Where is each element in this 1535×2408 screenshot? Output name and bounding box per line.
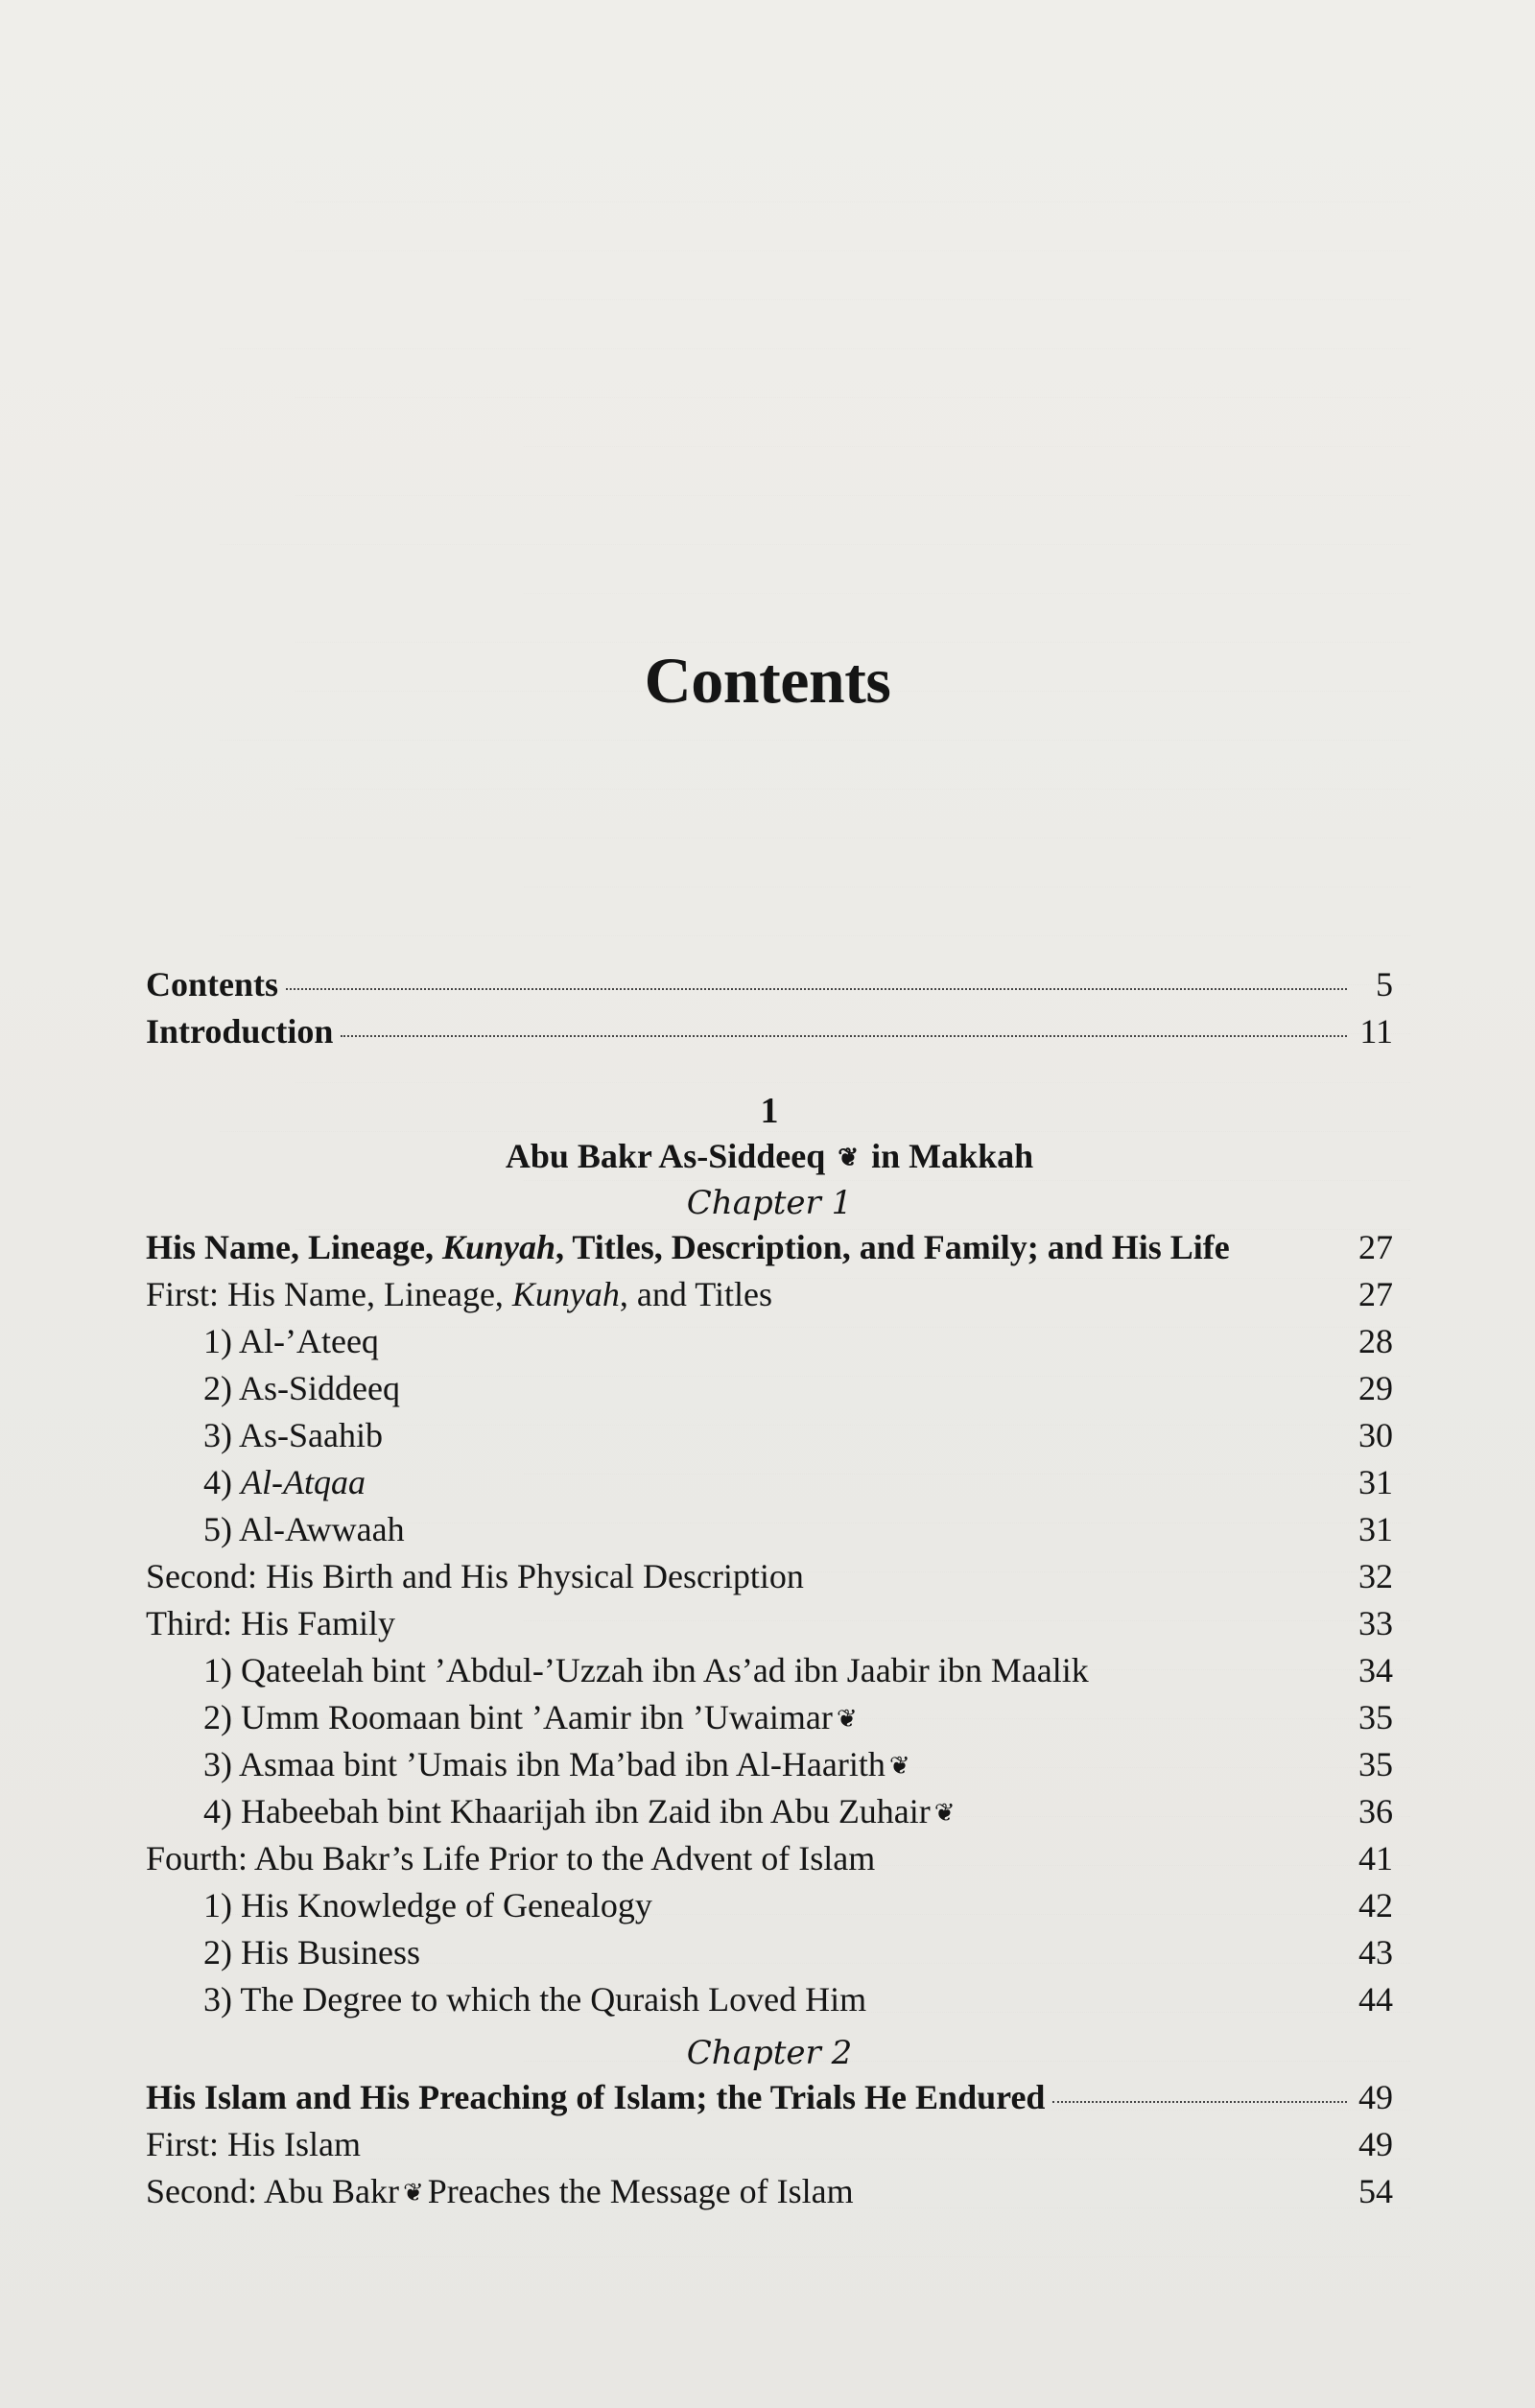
- toc-page-number: 43: [1358, 1933, 1393, 1971]
- toc-page-number: 31: [1358, 1463, 1393, 1501]
- toc-entry-label: Introduction: [146, 1012, 334, 1051]
- toc-page-number: 27: [1358, 1275, 1393, 1313]
- toc-page-number: 28: [1358, 1322, 1393, 1360]
- toc-subentry: [146, 1321, 1393, 1368]
- label-part: Second: Abu Bakr: [146, 2172, 399, 2210]
- label-part-italic: Kunyah: [441, 1228, 556, 1266]
- toc-page-number: 11: [1359, 1012, 1393, 1051]
- toc-subentry: [146, 1744, 1393, 1791]
- toc-entry-label: 1) His Knowledge of Genealogy: [203, 1886, 652, 1924]
- toc-page-number: 54: [1358, 2172, 1393, 2210]
- chapter-label: Chapter 1: [686, 1184, 853, 1222]
- toc-subentry: [146, 1697, 1393, 1744]
- toc-entry-label: 1) Al-’Ateeq: [203, 1322, 379, 1360]
- toc-page-number: 5: [1376, 965, 1393, 1003]
- honorific-symbol: ❦: [836, 1705, 858, 1733]
- toc-entry-fourth: [146, 1838, 1393, 1885]
- toc-page-number: 42: [1358, 1886, 1393, 1924]
- dot-leader: [1052, 2101, 1347, 2103]
- toc-page-number: 31: [1358, 1510, 1393, 1548]
- toc-entry-label: [203, 1744, 914, 1784]
- toc-entry-first-islam: [146, 2124, 1393, 2171]
- toc-entry-label: Second: His Birth and His Physical Description: [146, 1557, 804, 1595]
- part-number: 1: [760, 1091, 779, 1131]
- dot-leader: [341, 1035, 1347, 1037]
- toc-entry-label: 2) As-Siddeeq: [203, 1369, 400, 1407]
- part-title-b: in Makkah: [871, 1137, 1034, 1175]
- toc-entry-second: [146, 1556, 1393, 1603]
- toc-entry-label: [146, 2171, 854, 2211]
- toc-entry-label: His Islam and His Preaching of Islam; the Trials He Endured: [146, 2078, 1046, 2116]
- toc-page-number: 49: [1358, 2078, 1393, 2116]
- label-part: , Titles, Description, and Family; and His Life: [555, 1228, 1230, 1266]
- honorific-symbol: ❦: [933, 1799, 956, 1827]
- honorific-symbol: ❦: [838, 1144, 860, 1171]
- toc-page-number: 33: [1358, 1604, 1393, 1642]
- toc-entry-label: 2) His Business: [203, 1933, 421, 1971]
- toc-page-number: 29: [1358, 1369, 1393, 1407]
- toc-entry-label: Fourth: Abu Bakr’s Life Prior to the Advent of Islam: [146, 1839, 876, 1877]
- toc-entry-label: [203, 1650, 1097, 1690]
- honorific-symbol: ❦: [402, 2179, 424, 2207]
- honorific-symbol: ❦: [888, 1752, 910, 1780]
- chapter-label: Chapter 2: [686, 2034, 853, 2072]
- toc-page-number: 35: [1358, 1698, 1393, 1736]
- label-part: His Name, Lineage,: [146, 1228, 442, 1266]
- table-of-contents: [146, 964, 1393, 2218]
- toc-subentry: [146, 1368, 1393, 1415]
- toc-entry-label: [203, 1462, 366, 1502]
- toc-entry-label: Third: His Family: [146, 1604, 395, 1642]
- toc-entry-label: [203, 1791, 959, 1831]
- toc-page-number: 44: [1358, 1980, 1393, 2018]
- toc-page-number: 49: [1358, 2125, 1393, 2163]
- toc-entry-third: [146, 1603, 1393, 1650]
- toc-subentry: [146, 1509, 1393, 1556]
- label-part: 2) Umm Roomaan bint ’Aamir ibn ’Uwaimar: [203, 1698, 833, 1736]
- toc-entry-label: 5) Al-Awwaah: [203, 1510, 405, 1548]
- toc-entry-label: 3) As-Saahib: [203, 1416, 383, 1454]
- toc-entry-contents: [146, 964, 1393, 1011]
- label-part: 1) Qateelah bint ’Abdul-’Uzzah ibn As’ad ibn Jaabir ibn Maalik: [203, 1651, 1089, 1689]
- toc-subentry: [146, 1791, 1393, 1838]
- label-part: 4) Habeebah bint Khaarijah ibn Zaid ibn Abu Zuhair: [203, 1792, 931, 1830]
- part-title-a: Abu Bakr As-Siddeeq: [505, 1137, 826, 1175]
- toc-page-number: 30: [1358, 1416, 1393, 1454]
- label-part: 3) Asmaa bint ’Umais ibn Ma’bad ibn Al-Haarith: [203, 1745, 886, 1783]
- toc-subentry: [146, 1415, 1393, 1462]
- toc-entry-label: 3) The Degree to which the Quraish Loved Him: [203, 1980, 867, 2018]
- label-part: 4): [203, 1463, 241, 1501]
- label-part: First: His Name, Lineage,: [146, 1275, 512, 1313]
- toc-entry-introduction: [146, 1011, 1393, 1058]
- toc-entry-first: [146, 1274, 1393, 1321]
- label-part: Preaches the Message of Islam: [427, 2172, 854, 2210]
- toc-entry-label: [203, 1697, 862, 1737]
- toc-subentry: [146, 1462, 1393, 1509]
- toc-page-number: 41: [1358, 1839, 1393, 1877]
- toc-entry-label: Contents: [146, 965, 279, 1003]
- label-part: , and Titles: [619, 1275, 772, 1313]
- toc-entry-chapter1-title: [146, 1227, 1393, 1274]
- toc-subentry: [146, 1885, 1393, 1932]
- toc-subentry: [146, 1979, 1393, 2026]
- toc-subentry: [146, 1932, 1393, 1979]
- toc-page-number: 27: [1358, 1228, 1393, 1266]
- toc-page-number: 32: [1358, 1557, 1393, 1595]
- toc-page-number: 34: [1358, 1651, 1393, 1689]
- toc-entry-chapter2-title: [146, 2077, 1393, 2124]
- part-title: [146, 1133, 1393, 1180]
- toc-entry-label: [146, 1274, 772, 1314]
- label-part-italic: Al-Atqaa: [241, 1463, 366, 1501]
- toc-entry-label: First: His Islam: [146, 2125, 362, 2163]
- toc-page-number: 35: [1358, 1745, 1393, 1783]
- label-part-italic: Kunyah: [511, 1275, 620, 1313]
- toc-entry-second-preaches: [146, 2171, 1393, 2218]
- toc-page-number: 36: [1358, 1792, 1393, 1830]
- dot-leader: [286, 988, 1347, 990]
- page-title: Contents: [644, 644, 891, 717]
- toc-subentry: [146, 1650, 1393, 1697]
- toc-entry-label: [146, 1227, 1230, 1267]
